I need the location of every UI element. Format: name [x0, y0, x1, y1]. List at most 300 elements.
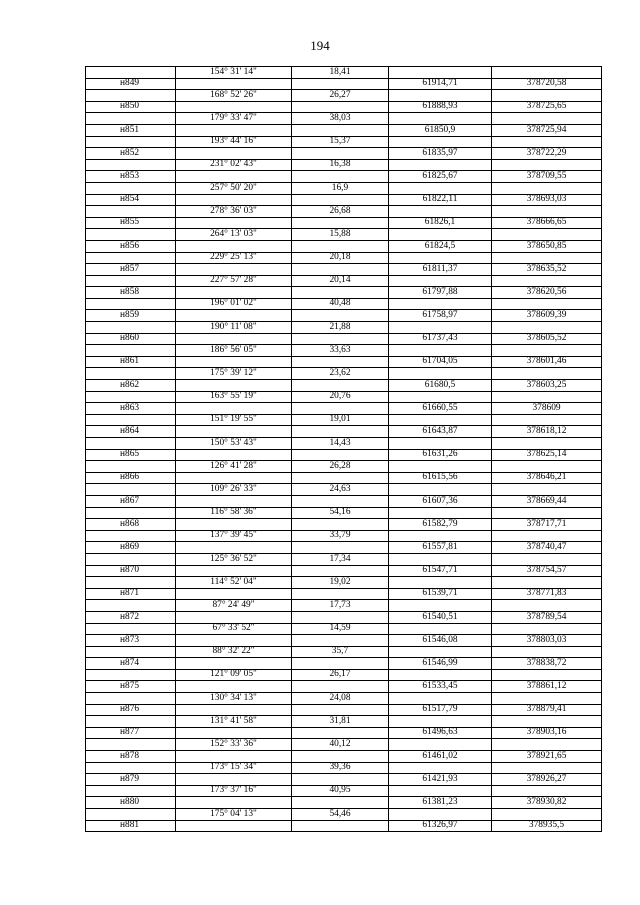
- y-coordinate-cell: [492, 252, 602, 264]
- table-row: [86, 461, 602, 473]
- distance-cell: 40,48: [292, 298, 389, 310]
- y-coordinate-cell: 378601,46: [492, 356, 602, 368]
- table-row: [86, 67, 602, 79]
- point-cell: н862: [86, 380, 176, 392]
- angle-cell: [176, 774, 292, 786]
- x-coordinate-cell: 61643,87: [389, 426, 492, 438]
- point-cell: н878: [86, 751, 176, 763]
- distance-cell: [292, 217, 389, 229]
- table-row: [86, 124, 602, 136]
- distance-cell: 17,34: [292, 553, 389, 565]
- x-coordinate-cell: 61607,36: [389, 495, 492, 507]
- distance-cell: [292, 171, 389, 183]
- angle-cell: [176, 287, 292, 299]
- y-coordinate-cell: 378693,03: [492, 194, 602, 206]
- angle-cell: 173° 15' 34": [176, 762, 292, 774]
- x-coordinate-cell: [389, 136, 492, 148]
- point-cell: [86, 159, 176, 171]
- x-coordinate-cell: [389, 646, 492, 658]
- point-cell: [86, 298, 176, 310]
- distance-cell: 20,76: [292, 391, 389, 403]
- point-cell: [86, 577, 176, 589]
- table-row: [86, 380, 602, 392]
- angle-cell: 196° 01' 02": [176, 298, 292, 310]
- table-row: [86, 322, 602, 334]
- point-cell: [86, 67, 176, 79]
- y-coordinate-cell: 378609: [492, 403, 602, 415]
- table-row: [86, 704, 602, 716]
- distance-cell: 20,18: [292, 252, 389, 264]
- y-coordinate-cell: 378650,85: [492, 240, 602, 252]
- x-coordinate-cell: [389, 669, 492, 681]
- table-row: [86, 553, 602, 565]
- x-coordinate-cell: [389, 809, 492, 821]
- y-coordinate-cell: 378725,65: [492, 101, 602, 113]
- table-row: [86, 264, 602, 276]
- x-coordinate-cell: 61826,1: [389, 217, 492, 229]
- angle-cell: [176, 194, 292, 206]
- angle-cell: [176, 495, 292, 507]
- table-row: [86, 403, 602, 415]
- y-coordinate-cell: [492, 67, 602, 79]
- x-coordinate-cell: 61539,71: [389, 588, 492, 600]
- point-cell: [86, 693, 176, 705]
- y-coordinate-cell: 378717,71: [492, 519, 602, 531]
- x-coordinate-cell: [389, 553, 492, 565]
- distance-cell: 26,17: [292, 669, 389, 681]
- x-coordinate-cell: 61811,37: [389, 264, 492, 276]
- point-cell: [86, 182, 176, 194]
- y-coordinate-cell: [492, 716, 602, 728]
- point-cell: н857: [86, 264, 176, 276]
- table-row: [86, 600, 602, 612]
- x-coordinate-cell: [389, 322, 492, 334]
- table-row: [86, 90, 602, 102]
- angle-cell: 163° 55' 19": [176, 391, 292, 403]
- point-cell: [86, 391, 176, 403]
- table-row: [86, 194, 602, 206]
- point-cell: н879: [86, 774, 176, 786]
- angle-cell: [176, 101, 292, 113]
- table-row: [86, 182, 602, 194]
- y-coordinate-cell: [492, 438, 602, 450]
- distance-cell: 39,36: [292, 762, 389, 774]
- point-cell: н876: [86, 704, 176, 716]
- angle-cell: 114° 52' 04": [176, 577, 292, 589]
- table-row: [86, 762, 602, 774]
- point-cell: н861: [86, 356, 176, 368]
- coordinates-table: [85, 66, 602, 832]
- table-row: [86, 368, 602, 380]
- y-coordinate-cell: [492, 414, 602, 426]
- x-coordinate-cell: [389, 391, 492, 403]
- distance-cell: [292, 611, 389, 623]
- table-row: [86, 217, 602, 229]
- distance-cell: [292, 658, 389, 670]
- point-cell: н860: [86, 333, 176, 345]
- table-row: [86, 426, 602, 438]
- point-cell: [86, 739, 176, 751]
- table-row: [86, 727, 602, 739]
- angle-cell: [176, 727, 292, 739]
- point-cell: н866: [86, 472, 176, 484]
- distance-cell: 38,03: [292, 113, 389, 125]
- distance-cell: [292, 333, 389, 345]
- y-coordinate-cell: 378646,21: [492, 472, 602, 484]
- y-coordinate-cell: 378879,41: [492, 704, 602, 716]
- table-row: [86, 298, 602, 310]
- distance-cell: [292, 101, 389, 113]
- x-coordinate-cell: 61737,43: [389, 333, 492, 345]
- distance-cell: [292, 148, 389, 160]
- angle-cell: 193° 44' 16": [176, 136, 292, 148]
- point-cell: н859: [86, 310, 176, 322]
- table-row: [86, 495, 602, 507]
- y-coordinate-cell: 378903,16: [492, 727, 602, 739]
- table-row: [86, 542, 602, 554]
- y-coordinate-cell: [492, 136, 602, 148]
- y-coordinate-cell: [492, 600, 602, 612]
- distance-cell: 26,28: [292, 461, 389, 473]
- point-cell: н872: [86, 611, 176, 623]
- x-coordinate-cell: 61797,88: [389, 287, 492, 299]
- angle-cell: 109° 26' 33": [176, 484, 292, 496]
- x-coordinate-cell: [389, 345, 492, 357]
- point-cell: н867: [86, 495, 176, 507]
- y-coordinate-cell: 378609,39: [492, 310, 602, 322]
- y-coordinate-cell: 378709,55: [492, 171, 602, 183]
- distance-cell: 33,63: [292, 345, 389, 357]
- point-cell: [86, 785, 176, 797]
- table-row: [86, 449, 602, 461]
- table-row: [86, 78, 602, 90]
- x-coordinate-cell: [389, 368, 492, 380]
- point-cell: [86, 762, 176, 774]
- angle-cell: [176, 310, 292, 322]
- angle-cell: [176, 472, 292, 484]
- angle-cell: 150° 53' 43": [176, 438, 292, 450]
- table-row: [86, 484, 602, 496]
- angle-cell: 125° 36' 52": [176, 553, 292, 565]
- distance-cell: 17,73: [292, 600, 389, 612]
- point-cell: [86, 368, 176, 380]
- x-coordinate-cell: [389, 438, 492, 450]
- x-coordinate-cell: [389, 90, 492, 102]
- point-cell: н869: [86, 542, 176, 554]
- point-cell: [86, 206, 176, 218]
- y-coordinate-cell: 378605,52: [492, 333, 602, 345]
- angle-cell: 154° 31' 14": [176, 67, 292, 79]
- distance-cell: 33,79: [292, 530, 389, 542]
- x-coordinate-cell: 61825,67: [389, 171, 492, 183]
- point-cell: [86, 322, 176, 334]
- point-cell: [86, 669, 176, 681]
- point-cell: н849: [86, 78, 176, 90]
- y-coordinate-cell: 378935,5: [492, 820, 602, 832]
- y-coordinate-cell: 378603,25: [492, 380, 602, 392]
- angle-cell: 130° 34' 13": [176, 693, 292, 705]
- angle-cell: 186° 56' 05": [176, 345, 292, 357]
- point-cell: [86, 507, 176, 519]
- angle-cell: [176, 240, 292, 252]
- angle-cell: 175° 39' 12": [176, 368, 292, 380]
- angle-cell: [176, 449, 292, 461]
- y-coordinate-cell: 378930,82: [492, 797, 602, 809]
- point-cell: н877: [86, 727, 176, 739]
- table-row: [86, 577, 602, 589]
- table-row: [86, 565, 602, 577]
- x-coordinate-cell: [389, 507, 492, 519]
- point-cell: н854: [86, 194, 176, 206]
- distance-cell: [292, 426, 389, 438]
- x-coordinate-cell: 61557,81: [389, 542, 492, 554]
- angle-cell: 131° 41' 58": [176, 716, 292, 728]
- table-row: [86, 646, 602, 658]
- angle-cell: [176, 658, 292, 670]
- point-cell: [86, 438, 176, 450]
- point-cell: [86, 553, 176, 565]
- x-coordinate-cell: 61326,97: [389, 820, 492, 832]
- angle-cell: [176, 751, 292, 763]
- y-coordinate-cell: [492, 391, 602, 403]
- point-cell: н852: [86, 148, 176, 160]
- table-row: [86, 472, 602, 484]
- x-coordinate-cell: [389, 414, 492, 426]
- table-row: [86, 809, 602, 821]
- point-cell: н851: [86, 124, 176, 136]
- point-cell: н874: [86, 658, 176, 670]
- angle-cell: [176, 704, 292, 716]
- point-cell: н880: [86, 797, 176, 809]
- angle-cell: 152° 33' 36": [176, 739, 292, 751]
- table-row: [86, 635, 602, 647]
- distance-cell: [292, 797, 389, 809]
- y-coordinate-cell: [492, 275, 602, 287]
- x-coordinate-cell: [389, 484, 492, 496]
- distance-cell: 15,37: [292, 136, 389, 148]
- table-row: [86, 229, 602, 241]
- distance-cell: [292, 635, 389, 647]
- y-coordinate-cell: [492, 182, 602, 194]
- table-row: [86, 739, 602, 751]
- y-coordinate-cell: [492, 646, 602, 658]
- point-cell: н850: [86, 101, 176, 113]
- table-row: [86, 797, 602, 809]
- table-row: [86, 252, 602, 264]
- table-row: [86, 101, 602, 113]
- angle-cell: [176, 797, 292, 809]
- x-coordinate-cell: 61824,5: [389, 240, 492, 252]
- angle-cell: [176, 333, 292, 345]
- distance-cell: 24,08: [292, 693, 389, 705]
- table-row: [86, 611, 602, 623]
- y-coordinate-cell: 378666,65: [492, 217, 602, 229]
- distance-cell: 14,43: [292, 438, 389, 450]
- point-cell: [86, 484, 176, 496]
- table-row: [86, 345, 602, 357]
- table-row: [86, 623, 602, 635]
- angle-cell: 257° 50' 20": [176, 182, 292, 194]
- distance-cell: [292, 356, 389, 368]
- x-coordinate-cell: 61546,99: [389, 658, 492, 670]
- distance-cell: 26,68: [292, 206, 389, 218]
- table-row: [86, 333, 602, 345]
- point-cell: н853: [86, 171, 176, 183]
- y-coordinate-cell: 378618,12: [492, 426, 602, 438]
- point-cell: [86, 252, 176, 264]
- angle-cell: [176, 542, 292, 554]
- point-cell: [86, 90, 176, 102]
- table-row: [86, 774, 602, 786]
- angle-cell: [176, 78, 292, 90]
- table-row: [86, 310, 602, 322]
- angle-cell: [176, 148, 292, 160]
- angle-cell: [176, 171, 292, 183]
- distance-cell: [292, 565, 389, 577]
- point-cell: н875: [86, 681, 176, 693]
- distance-cell: [292, 194, 389, 206]
- y-coordinate-cell: [492, 577, 602, 589]
- y-coordinate-cell: 378669,44: [492, 495, 602, 507]
- y-coordinate-cell: [492, 507, 602, 519]
- point-cell: н868: [86, 519, 176, 531]
- distance-cell: 16,38: [292, 159, 389, 171]
- coordinates-table-body: [86, 67, 602, 832]
- distance-cell: [292, 774, 389, 786]
- table-row: [86, 136, 602, 148]
- x-coordinate-cell: [389, 785, 492, 797]
- x-coordinate-cell: 61533,45: [389, 681, 492, 693]
- table-row: [86, 240, 602, 252]
- distance-cell: 40,12: [292, 739, 389, 751]
- x-coordinate-cell: [389, 762, 492, 774]
- distance-cell: 26,27: [292, 90, 389, 102]
- point-cell: [86, 716, 176, 728]
- x-coordinate-cell: [389, 461, 492, 473]
- distance-cell: 24,63: [292, 484, 389, 496]
- distance-cell: [292, 681, 389, 693]
- x-coordinate-cell: [389, 182, 492, 194]
- y-coordinate-cell: 378926,27: [492, 774, 602, 786]
- table-row: [86, 681, 602, 693]
- distance-cell: [292, 472, 389, 484]
- angle-cell: [176, 380, 292, 392]
- distance-cell: [292, 124, 389, 136]
- x-coordinate-cell: 61850,9: [389, 124, 492, 136]
- point-cell: н865: [86, 449, 176, 461]
- distance-cell: [292, 704, 389, 716]
- distance-cell: 31,81: [292, 716, 389, 728]
- y-coordinate-cell: [492, 461, 602, 473]
- x-coordinate-cell: 61835,97: [389, 148, 492, 160]
- x-coordinate-cell: 61914,71: [389, 78, 492, 90]
- table-row: [86, 148, 602, 160]
- distance-cell: 18,41: [292, 67, 389, 79]
- angle-cell: [176, 426, 292, 438]
- page-number: 194: [310, 38, 330, 53]
- point-cell: [86, 809, 176, 821]
- x-coordinate-cell: [389, 623, 492, 635]
- y-coordinate-cell: 378625,14: [492, 449, 602, 461]
- point-cell: н881: [86, 820, 176, 832]
- distance-cell: 35,7: [292, 646, 389, 658]
- table-row: [86, 287, 602, 299]
- angle-cell: 67° 33' 52": [176, 623, 292, 635]
- y-coordinate-cell: 378921,65: [492, 751, 602, 763]
- y-coordinate-cell: 378725,94: [492, 124, 602, 136]
- distance-cell: [292, 588, 389, 600]
- x-coordinate-cell: 61680,5: [389, 380, 492, 392]
- angle-cell: [176, 635, 292, 647]
- distance-cell: [292, 519, 389, 531]
- table-row: [86, 391, 602, 403]
- y-coordinate-cell: 378803,03: [492, 635, 602, 647]
- angle-cell: 179° 33' 47": [176, 113, 292, 125]
- angle-cell: 231° 02' 43": [176, 159, 292, 171]
- x-coordinate-cell: 61461,02: [389, 751, 492, 763]
- y-coordinate-cell: [492, 229, 602, 241]
- point-cell: [86, 530, 176, 542]
- table-row: [86, 356, 602, 368]
- x-coordinate-cell: [389, 693, 492, 705]
- table-row: [86, 414, 602, 426]
- distance-cell: [292, 380, 389, 392]
- point-cell: [86, 600, 176, 612]
- angle-cell: 88° 32' 22": [176, 646, 292, 658]
- y-coordinate-cell: [492, 623, 602, 635]
- x-coordinate-cell: [389, 600, 492, 612]
- distance-cell: [292, 751, 389, 763]
- point-cell: н870: [86, 565, 176, 577]
- angle-cell: [176, 217, 292, 229]
- table-row: [86, 519, 602, 531]
- distance-cell: [292, 310, 389, 322]
- angle-cell: [176, 820, 292, 832]
- y-coordinate-cell: 378740,47: [492, 542, 602, 554]
- table-row: [86, 206, 602, 218]
- angle-cell: 264° 13' 03": [176, 229, 292, 241]
- x-coordinate-cell: 61546,08: [389, 635, 492, 647]
- x-coordinate-cell: [389, 275, 492, 287]
- table-row: [86, 507, 602, 519]
- x-coordinate-cell: [389, 206, 492, 218]
- table-row: [86, 785, 602, 797]
- x-coordinate-cell: 61547,71: [389, 565, 492, 577]
- angle-cell: [176, 264, 292, 276]
- x-coordinate-cell: 61540,51: [389, 611, 492, 623]
- x-coordinate-cell: [389, 716, 492, 728]
- distance-cell: [292, 542, 389, 554]
- angle-cell: 278° 36' 03": [176, 206, 292, 218]
- y-coordinate-cell: 378754,57: [492, 565, 602, 577]
- angle-cell: 229° 25' 13": [176, 252, 292, 264]
- y-coordinate-cell: [492, 206, 602, 218]
- point-cell: н864: [86, 426, 176, 438]
- point-cell: [86, 646, 176, 658]
- x-coordinate-cell: [389, 298, 492, 310]
- x-coordinate-cell: 61421,93: [389, 774, 492, 786]
- y-coordinate-cell: 378635,52: [492, 264, 602, 276]
- x-coordinate-cell: 61660,55: [389, 403, 492, 415]
- point-cell: [86, 345, 176, 357]
- y-coordinate-cell: [492, 113, 602, 125]
- x-coordinate-cell: 61381,23: [389, 797, 492, 809]
- point-cell: [86, 461, 176, 473]
- x-coordinate-cell: 61888,93: [389, 101, 492, 113]
- angle-cell: [176, 588, 292, 600]
- x-coordinate-cell: [389, 252, 492, 264]
- y-coordinate-cell: [492, 368, 602, 380]
